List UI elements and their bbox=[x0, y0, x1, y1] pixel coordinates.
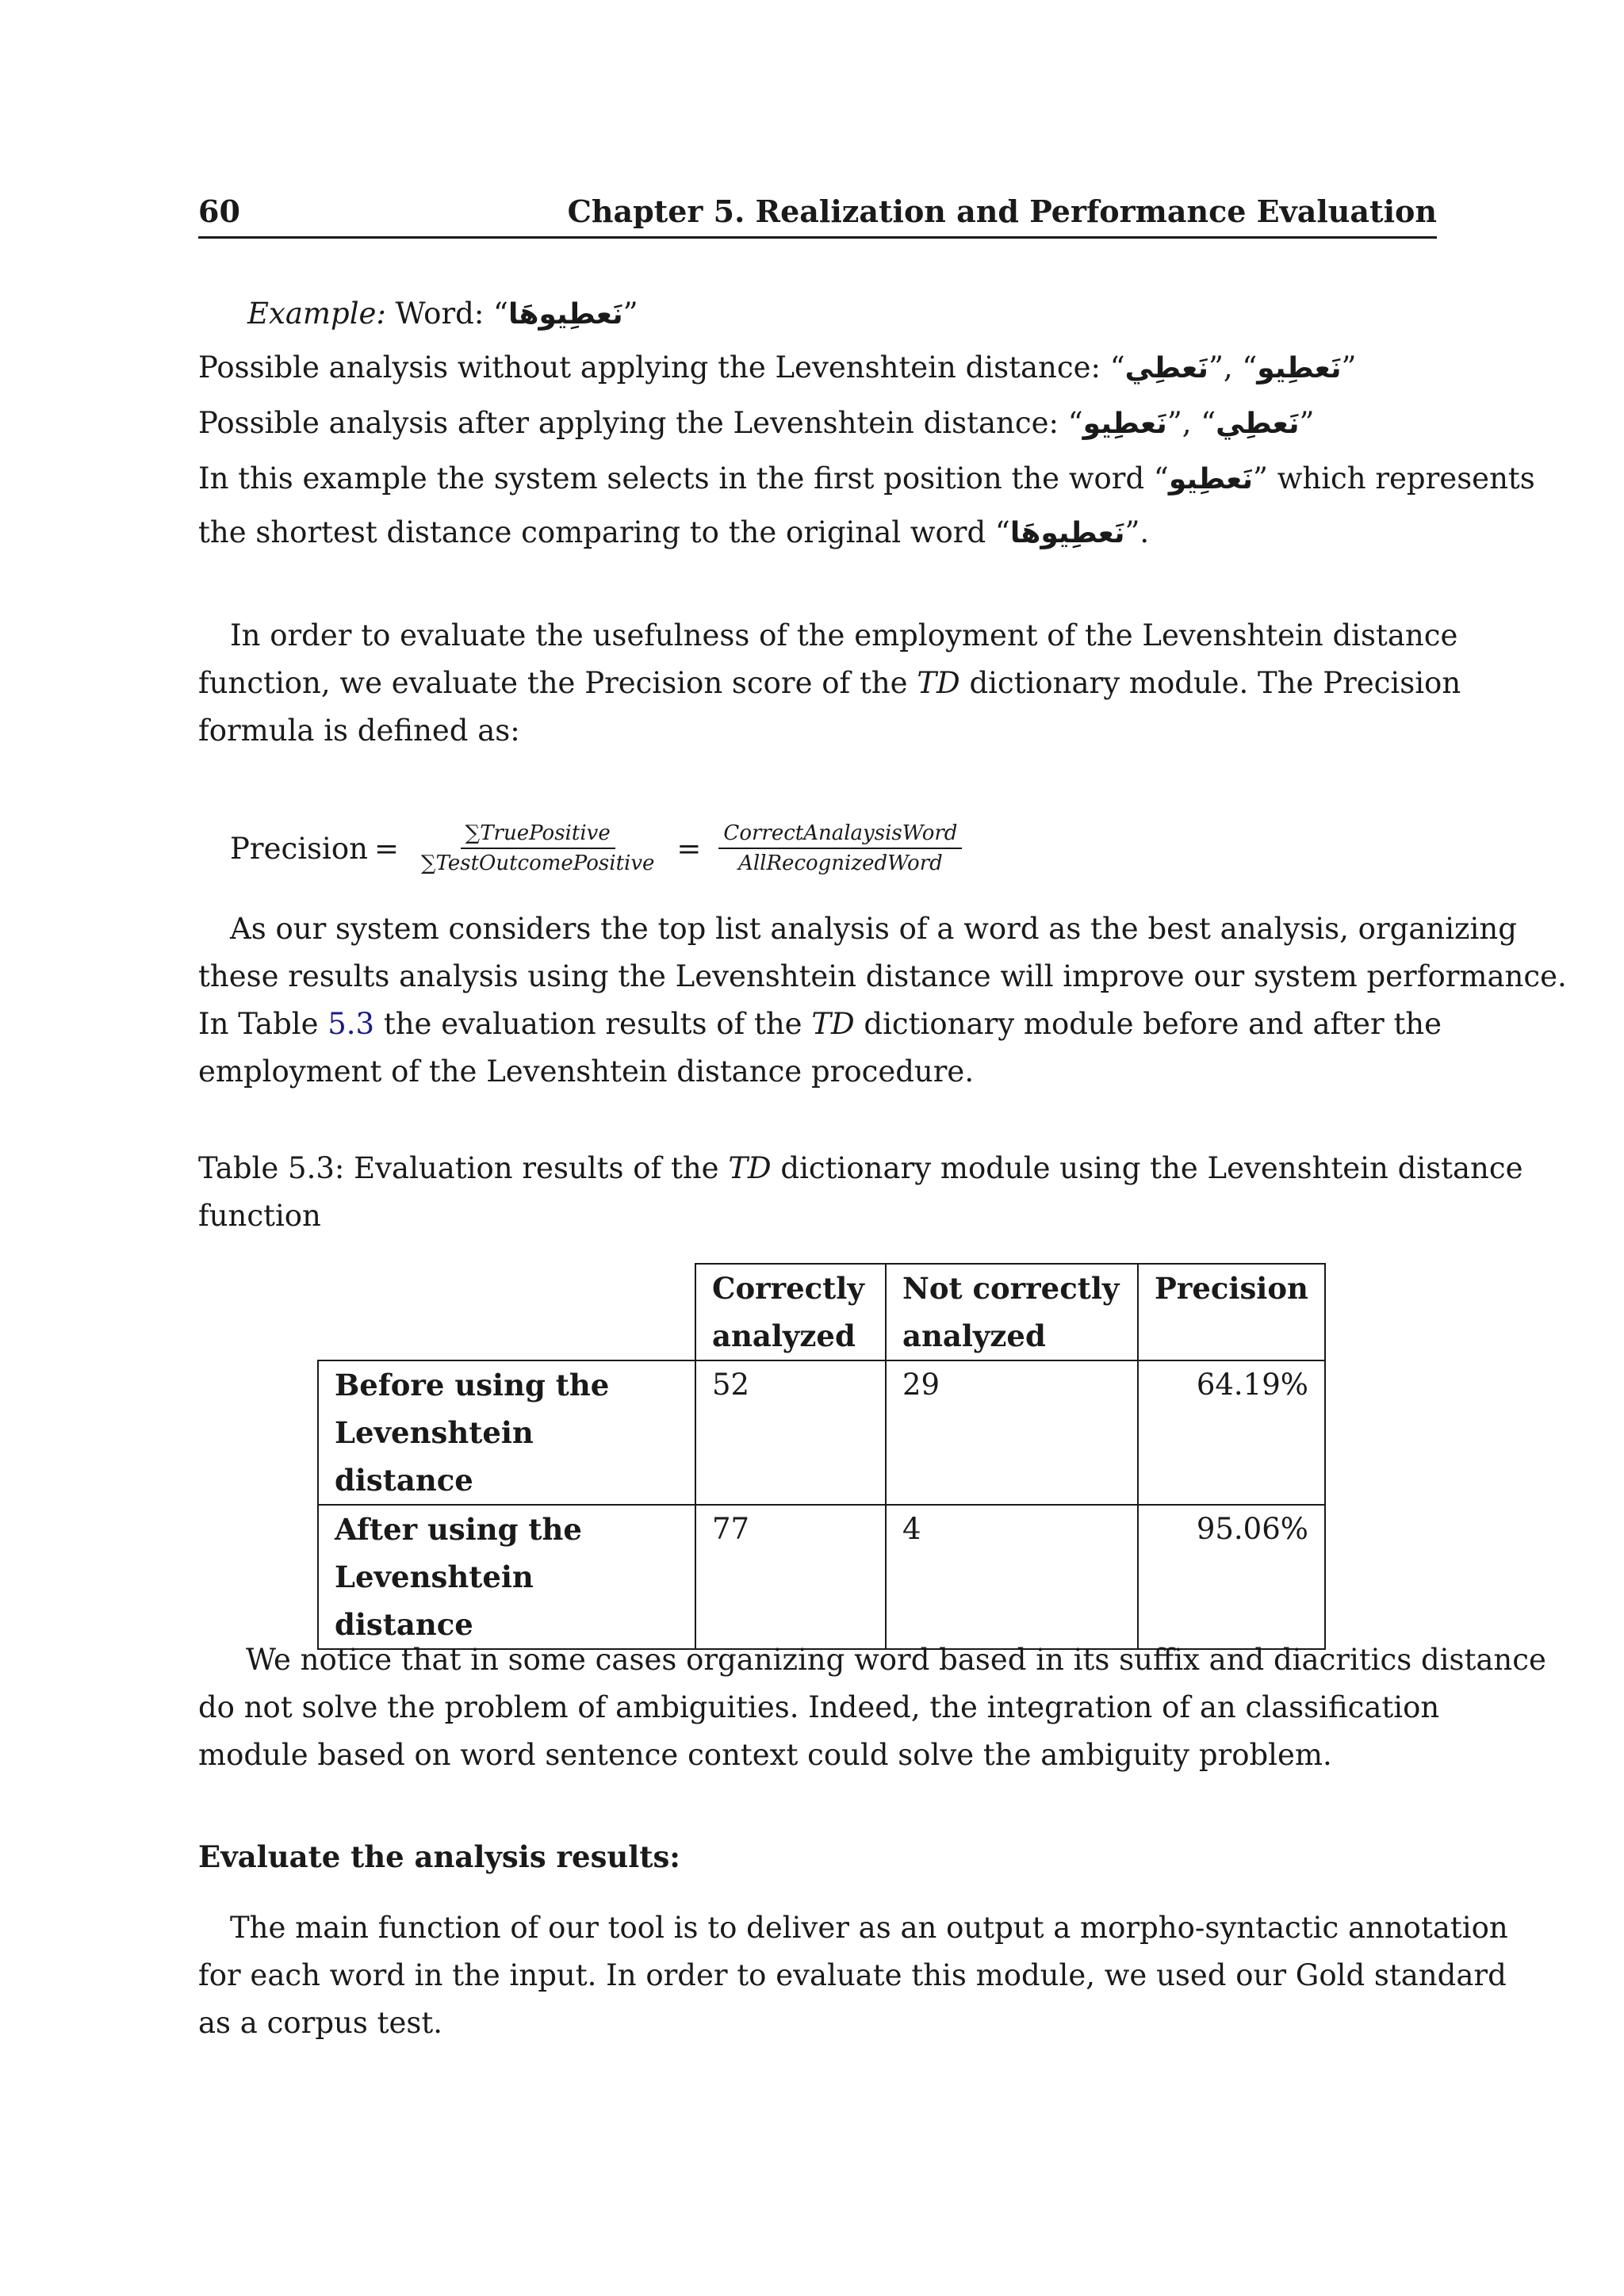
cell-not-correct: 4 bbox=[886, 1505, 1138, 1649]
formula-label: Precision bbox=[230, 831, 368, 866]
paragraph-line: We notice that in some cases organizing word based in its suffix and diacritics distance bbox=[246, 1643, 1546, 1677]
arabic-word: نَعطِيوهَا bbox=[508, 298, 623, 331]
fraction-denominator: ∑TestOutcomePositive bbox=[420, 851, 655, 875]
header-rule bbox=[198, 236, 1437, 239]
row-label: After using the Levenshtein distance bbox=[318, 1505, 695, 1649]
paragraph-line: these results analysis using the Levenshtein distance will improve our system performance. bbox=[198, 959, 1567, 993]
arabic-word: نَعطِيو bbox=[1082, 408, 1167, 440]
cell-correct: 52 bbox=[695, 1360, 886, 1505]
example-without-line: Possible analysis without applying the Levenshtein distance: “نَعطِي”, “نَعطِيو” bbox=[198, 350, 1357, 385]
paragraph-line: In order to evaluate the usefulness of the employment of the Levenshtein distance bbox=[230, 618, 1458, 652]
example-word-line: Example: Word: “نَعطِيوهَا” bbox=[247, 297, 638, 331]
page-number: 60 bbox=[198, 193, 240, 229]
paragraph-line: The main function of our tool is to deliver as an output a morpho-syntactic annotation bbox=[230, 1911, 1508, 1945]
paragraph-line: function, we evaluate the Precision score of the TD dictionary module. The Precision bbox=[198, 666, 1461, 700]
paragraph-line: In Table 5.3 the evaluation results of the TD dictionary module before and after the bbox=[198, 1007, 1442, 1041]
header-correctly-analyzed: Correctly analyzed bbox=[695, 1264, 886, 1360]
table-row bbox=[318, 1360, 1325, 1505]
fraction-correct-analysis bbox=[718, 821, 962, 876]
chapter-title: Chapter 5. Realization and Performance Evaluation bbox=[567, 193, 1437, 229]
paragraph-line: As our system considers the top list analysis of a word as the best analysis, organizing bbox=[230, 912, 1517, 946]
paragraph-line: employment of the Levenshtein distance procedure. bbox=[198, 1054, 975, 1089]
example-selects-line: In this example the system selects in the first position the word “نَعطِيو” which represents bbox=[198, 461, 1535, 496]
results-table bbox=[317, 1263, 1326, 1650]
page-header bbox=[198, 193, 1437, 241]
fraction-true-positive bbox=[416, 821, 659, 876]
arabic-word: نَعطِي bbox=[1124, 352, 1208, 385]
cell-precision: 95.06% bbox=[1138, 1505, 1325, 1649]
table-corner-cell bbox=[318, 1264, 695, 1360]
table-row bbox=[318, 1505, 1325, 1649]
header-not-correctly-analyzed: Not correctly analyzed bbox=[886, 1264, 1138, 1360]
precision-formula bbox=[230, 801, 973, 896]
paragraph-line: do not solve the problem of ambiguities. Indeed, the integration of an classification bbox=[198, 1690, 1440, 1724]
table-caption-line: function bbox=[198, 1199, 321, 1233]
example-shortest-line: the shortest distance comparing to the original word “نَعطِيوهَا”. bbox=[198, 515, 1150, 549]
fraction-numerator: ∑TruePositive bbox=[461, 821, 615, 849]
fraction-denominator: AllRecognizedWord bbox=[738, 851, 943, 875]
cell-correct: 77 bbox=[695, 1505, 886, 1649]
td-symbol: TD bbox=[811, 1007, 855, 1041]
paragraph-line: module based on word sentence context could solve the ambiguity problem. bbox=[198, 1738, 1332, 1772]
cell-not-correct: 29 bbox=[886, 1360, 1138, 1505]
equals-sign: = bbox=[373, 831, 399, 866]
cell-precision: 64.19% bbox=[1138, 1360, 1325, 1505]
equals-sign: = bbox=[676, 831, 702, 866]
paragraph-line: as a corpus test. bbox=[198, 2006, 442, 2040]
example-label: Example: bbox=[247, 297, 386, 331]
td-symbol: TD bbox=[728, 1151, 772, 1185]
table-caption: Table 5.3: Evaluation results of the TD dictionary module using the Levenshtein distance bbox=[198, 1151, 1523, 1185]
arabic-word: نَعطِيو bbox=[1257, 352, 1342, 385]
example-after-line: Possible analysis after applying the Levenshtein distance: “نَعطِيو”, “نَعطِي” bbox=[198, 406, 1315, 440]
row-label: Before using the Levenshtein distance bbox=[318, 1360, 695, 1505]
arabic-word: نَعطِي bbox=[1216, 408, 1300, 440]
arabic-word: نَعطِيو bbox=[1168, 463, 1254, 496]
header-precision: Precision bbox=[1138, 1264, 1325, 1360]
fraction-numerator: CorrectAnalaysisWord bbox=[718, 821, 962, 849]
table-reference-link[interactable]: 5.3 bbox=[327, 1007, 375, 1041]
table-header-row bbox=[318, 1264, 1325, 1360]
section-heading: Evaluate the analysis results: bbox=[198, 1839, 680, 1874]
paragraph-line: for each word in the input. In order to evaluate this module, we used our Gold standard bbox=[198, 1958, 1507, 1992]
paragraph-line: formula is defined as: bbox=[198, 714, 520, 748]
arabic-word: نَعطِيوهَا bbox=[1009, 517, 1125, 549]
td-symbol: TD bbox=[917, 666, 960, 700]
